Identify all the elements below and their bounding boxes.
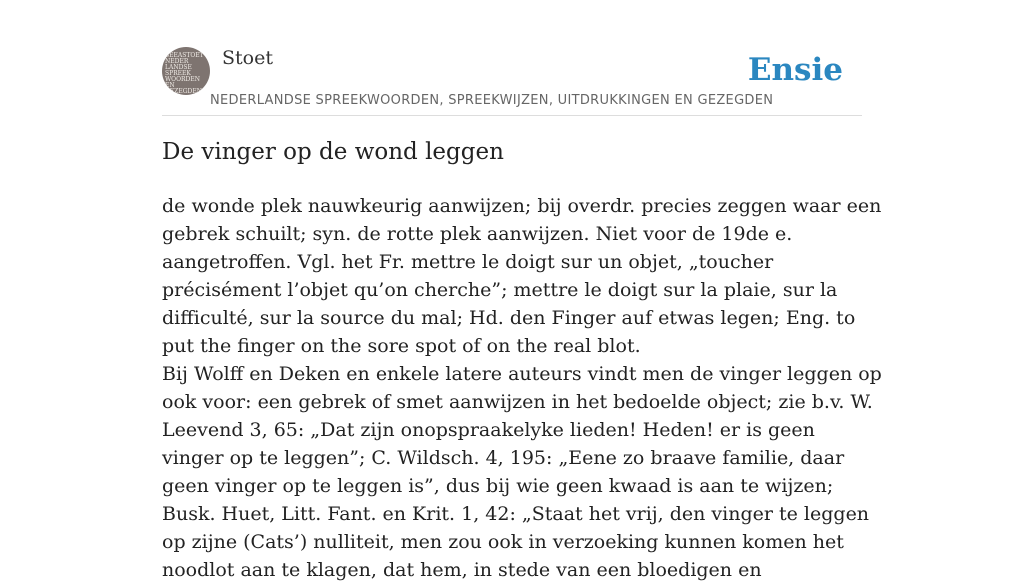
author-name[interactable]: Stoet	[222, 47, 273, 69]
entry-paragraph: Bij Wolff en Deken en enkele latere auteurs vindt men de vinger leggen op ook voor: een gebrek of smet aanwijzen in het bedoelde object; zie b.v. W. Leevend 3, 65: „Dat zijn onopspraakelyke lieden! Heden! er is geen vinger op te leggen”; C. Wildsch. 4, 195: „Eene zo braave familie, daar geen vinger op te leggen is”, dus bij wie geen kwaad is aan te wijzen; Busk. Huet, Litt. Fant. en Krit. 1, 42: „Staat het vrij, den vinger te leggen op zijne (Cats’) nulliteit, men zou ook in verzoeking kunnen komen het noodlot aan te klagen, dat hem, in stede van een bloedigen en	[162, 363, 882, 581]
avatar-text: SEEASTOET NEDER LANDSE SPREEK WOORDEN EN GEZEGDEN	[165, 52, 204, 95]
author-avatar[interactable]	[162, 47, 210, 95]
brand-logo[interactable]: Ensie	[747, 52, 843, 88]
entry-body	[162, 192, 882, 584]
source-subtitle[interactable]: NEDERLANDSE SPREEKWOORDEN, SPREEKWIJZEN, UITDRUKKINGEN EN GEZEGDEN	[210, 93, 774, 108]
entry-paragraph: de wonde plek nauwkeurig aanwijzen; bij overdr. precies zeggen waar een gebrek schuilt; syn. de rotte plek aanwijzen. Niet voor de 19de e. aangetroffen. Vgl. het Fr. mettre le doigt sur un objet, „toucher précisément l’objet qu’on cherche”; mettre le doigt sur la plaie, sur la difficulté, sur la source du mal; Hd. den Finger auf etwas legen; Eng. to put the finger on the sore spot of on the real blot.	[162, 195, 882, 357]
entry-title: De vinger op de wond leggen	[162, 139, 504, 165]
header-divider	[162, 115, 862, 116]
